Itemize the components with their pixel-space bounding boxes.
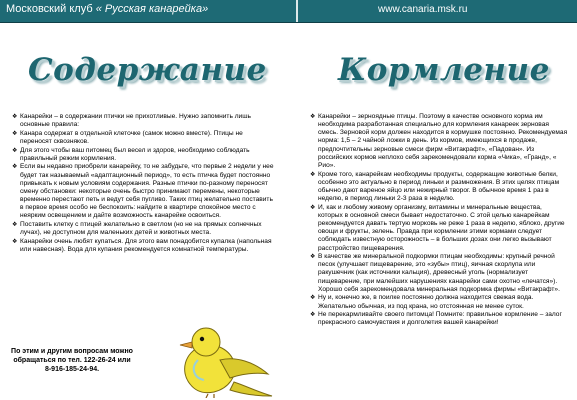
bullet-icon: ❖ [310,204,316,211]
paragraph-text: Если вы недавно приобрели канарейку, то не забудьте, что первые 2 недели у нее будет так называемый «адаптационный период», то есть птичка будет постоянно привыкать к новым условиям содержания. Разные птички по-разному переносят смену обстановки: некоторые очень быстро принимают перемены, некоторые временно перестают петь и ведут себя пугливо. Таких птиц желательно поставить в первое время особо не беспокоить: найдите в квартире спокойное место с неярким освещением и дайте возможность канарейке освоиться. [20,163,274,220]
feeding-paragraph [310,311,568,327]
bullet-icon: ❖ [12,238,18,245]
bullet-icon: ❖ [310,254,316,261]
paragraph-text: Ну и, конечно же, в поилке постоянно должна находится свежая вода. Желательно обычная, из под крана, но отстоянная не менее суток. [318,294,534,310]
paragraph-text: Канарейки – зерноядные птицы. Поэтому в качестве основного корма им необходима разработанная специально для кормления канареек зерновая смесь. Зерновой корм должен находится в кормушке постоянно. Рекомендуемая норма: 1,5 – 2 чайной ложки в день. Из кормов, имеющихся в продаже, предпочтительны зерновые смеси фирм «Витакрафт», «Падован». Из российских кормов неплохо себя зарекомендовали корма «Чика», «Гранд», « Рио». [318,113,568,169]
contact-line: По этим и другим вопросам можно [11,348,133,355]
bullet-icon: ❖ [12,164,18,171]
paragraph-text: И, как и любому живому организму, витамины и минеральные вещества, которых в основной смеси бывает недостаточно. С этой целью канарейкам рекомендуется давать тертую морковь не реже 1 раза в неделю, яблоко, другие овощи и фрукты, зелень. Правда при кормлении этими кормами следует соблюдать известную осторожность – в больших дозах они легко вызывают расстройство пищеварения. [318,203,565,252]
club-title [6,3,208,15]
contents-paragraph [12,221,275,237]
contents-paragraph [12,163,275,220]
contact-info [10,347,134,374]
paragraph-text: Кроме того, канарейкам необходимы продукты, содержащие животные белки, особенно это актуально в период линьки и размножения. В этих целях птицам обычно дают вареное яйцо или нежирный творог. В обычное время 1 раз в неделю, в период линьки 2-3 раза в неделю. [318,170,560,203]
bullet-icon: ❖ [12,147,18,154]
bullet-icon: ❖ [12,130,18,137]
feeding-paragraph [310,113,568,170]
contents-paragraph [12,238,275,254]
bullet-icon: ❖ [12,222,18,229]
bullet-icon: ❖ [310,295,316,302]
club-prefix: Московский клуб [6,3,93,15]
bullet-icon: ❖ [12,114,18,120]
feeding-paragraph [310,171,568,204]
contents-column [12,113,275,255]
contact-phone: 8-916-185-24-94. [44,366,100,373]
feeding-paragraph [310,294,568,310]
heading-contents: Содержание [28,52,267,88]
club-name: « Русская канарейка» [95,3,209,15]
contents-paragraph [12,130,275,146]
canary-bird-illustration [150,312,278,398]
bullet-icon: ❖ [310,171,316,178]
contact-line: обращаться по тел. 122-26-24 или [13,357,131,364]
feeding-column [310,113,568,328]
header-divider [296,0,298,22]
feeding-paragraph [310,204,568,253]
contents-paragraph [12,147,275,163]
site-url[interactable]: www.canaria.msk.ru [378,4,468,15]
feeding-paragraph [310,253,568,294]
header-bar [0,0,577,23]
paragraph-text: Канарейки – в содержании птички не прихотливые. Нужно запомнить лишь основные правила: [20,113,251,129]
paragraph-text: Канара содержат в отдельной клеточке (самок можно вместе). Птицы не переносят сквозняков. [20,129,243,145]
paragraph-text: Для этого чтобы ваш питомец был весел и здоров, необходимо соблюдать правильный режим кормления. [20,146,250,162]
bullet-icon: ❖ [310,114,316,120]
paragraph-text: Не перекармливайте своего питомца! Помните: правильное кормление – залог прекрасного самочувствия и долголетия вашей канарейки! [318,311,562,327]
heading-feeding: Кормление [338,52,550,88]
bullet-icon: ❖ [310,312,316,319]
paragraph-text: Поставить клетку с птицей желательно в светлом (но не на прямых солнечных лучах), не доступном для маленьких детей и животных места. [20,221,262,237]
contents-paragraph [12,113,275,129]
paragraph-text: Канарейки очень любят купаться. Для этого вам понадобится купалка (напольная или навесная). Вода для купания рекомендуется комнатной температуры. [20,237,272,253]
paragraph-text: В качестве же минеральной подкормки птицам необходимы: крупный речной песок (улучшает пищеварение, это «зубы» птиц), яичная скорлупа или ракушечник (как источники кальция), древесный уголь (нормализует пищеварение, при малейших нарушениях канарейки сами охотно «лечатся»). Хорошо себя зарекомендовала минеральная подкормка фирмы «Витакрафт». [318,253,560,293]
